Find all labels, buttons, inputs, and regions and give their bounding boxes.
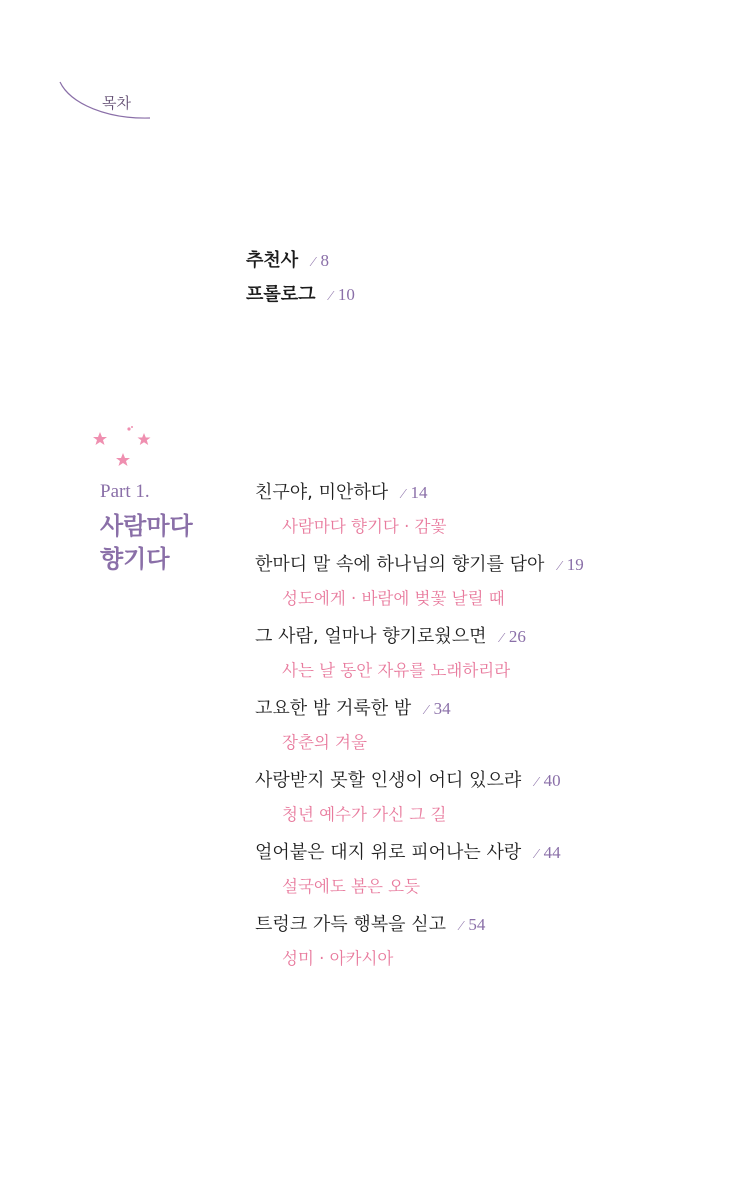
- slash-icon: ⁄: [535, 847, 538, 862]
- slash-icon: ⁄: [558, 559, 561, 574]
- flower-icon: [88, 424, 158, 474]
- chapter-subtitle: 설국에도 봄은 오듯: [282, 877, 421, 896]
- page-number: ⁄ 26: [500, 627, 526, 646]
- chapter-entry[interactable]: [255, 478, 584, 550]
- chapter-title: 한마디 말 속에 하나님의 향기를 담아: [255, 554, 545, 575]
- chapter-list: [255, 478, 584, 982]
- chapter-entry[interactable]: [255, 910, 584, 982]
- page-number: ⁄ 8: [312, 251, 330, 270]
- page-number: ⁄ 19: [558, 555, 584, 574]
- part-title: [100, 510, 193, 576]
- chapter-entry[interactable]: [255, 550, 584, 622]
- page-number: ⁄ 54: [460, 915, 486, 934]
- part-label: Part 1.: [100, 481, 150, 502]
- chapter-title: 고요한 밤 거룩한 밤: [255, 698, 412, 719]
- chapter-subtitle: 성도에게 · 바람에 벚꽃 날릴 때: [282, 589, 505, 608]
- slash-icon: ⁄: [535, 775, 538, 790]
- front-matter-list: [246, 246, 355, 314]
- chapter-subtitle: 사는 날 동안 자유를 노래하리라: [282, 661, 511, 680]
- front-matter-title: 추천사: [246, 250, 299, 271]
- slash-icon: ⁄: [312, 255, 315, 270]
- part-title-line: 향기다: [100, 545, 170, 573]
- chapter-subtitle: 사람마다 향기다 · 감꽃: [282, 517, 447, 536]
- slash-icon: ⁄: [329, 289, 332, 304]
- slash-icon: ⁄: [425, 703, 428, 718]
- chapter-entry[interactable]: [255, 766, 584, 838]
- chapter-title: 그 사람, 얼마나 향기로웠으면: [255, 626, 487, 647]
- page-number: ⁄ 40: [535, 771, 561, 790]
- toc-heading: 목차: [102, 94, 131, 112]
- chapter-title: 얼어붙은 대지 위로 피어나는 사랑: [255, 842, 522, 863]
- page-number: ⁄ 14: [402, 483, 428, 502]
- part-title-line: 사람마다: [100, 512, 193, 540]
- chapter-subtitle: 장춘의 겨울: [282, 733, 367, 752]
- chapter-title: 친구야, 미안하다: [255, 482, 389, 503]
- chapter-subtitle: 청년 예수가 가신 그 길: [282, 805, 447, 824]
- slash-icon: ⁄: [500, 631, 503, 646]
- chapter-title: 트렁크 가득 행복을 싣고: [255, 914, 447, 935]
- page-number: ⁄ 44: [535, 843, 561, 862]
- page-number: ⁄ 34: [425, 699, 451, 718]
- front-matter-item[interactable]: [246, 280, 355, 314]
- slash-icon: ⁄: [402, 487, 405, 502]
- chapter-entry[interactable]: [255, 694, 584, 766]
- chapter-title: 사랑받지 못할 인생이 어디 있으랴: [255, 770, 522, 791]
- page-number: ⁄ 10: [329, 285, 355, 304]
- chapter-subtitle: 성미 · 아카시아: [282, 949, 394, 968]
- front-matter-title: 프롤로그: [246, 284, 316, 305]
- chapter-entry[interactable]: [255, 622, 584, 694]
- chapter-entry[interactable]: [255, 838, 584, 910]
- slash-icon: ⁄: [460, 919, 463, 934]
- corner-arc-decoration: [0, 0, 170, 140]
- front-matter-item[interactable]: [246, 246, 355, 280]
